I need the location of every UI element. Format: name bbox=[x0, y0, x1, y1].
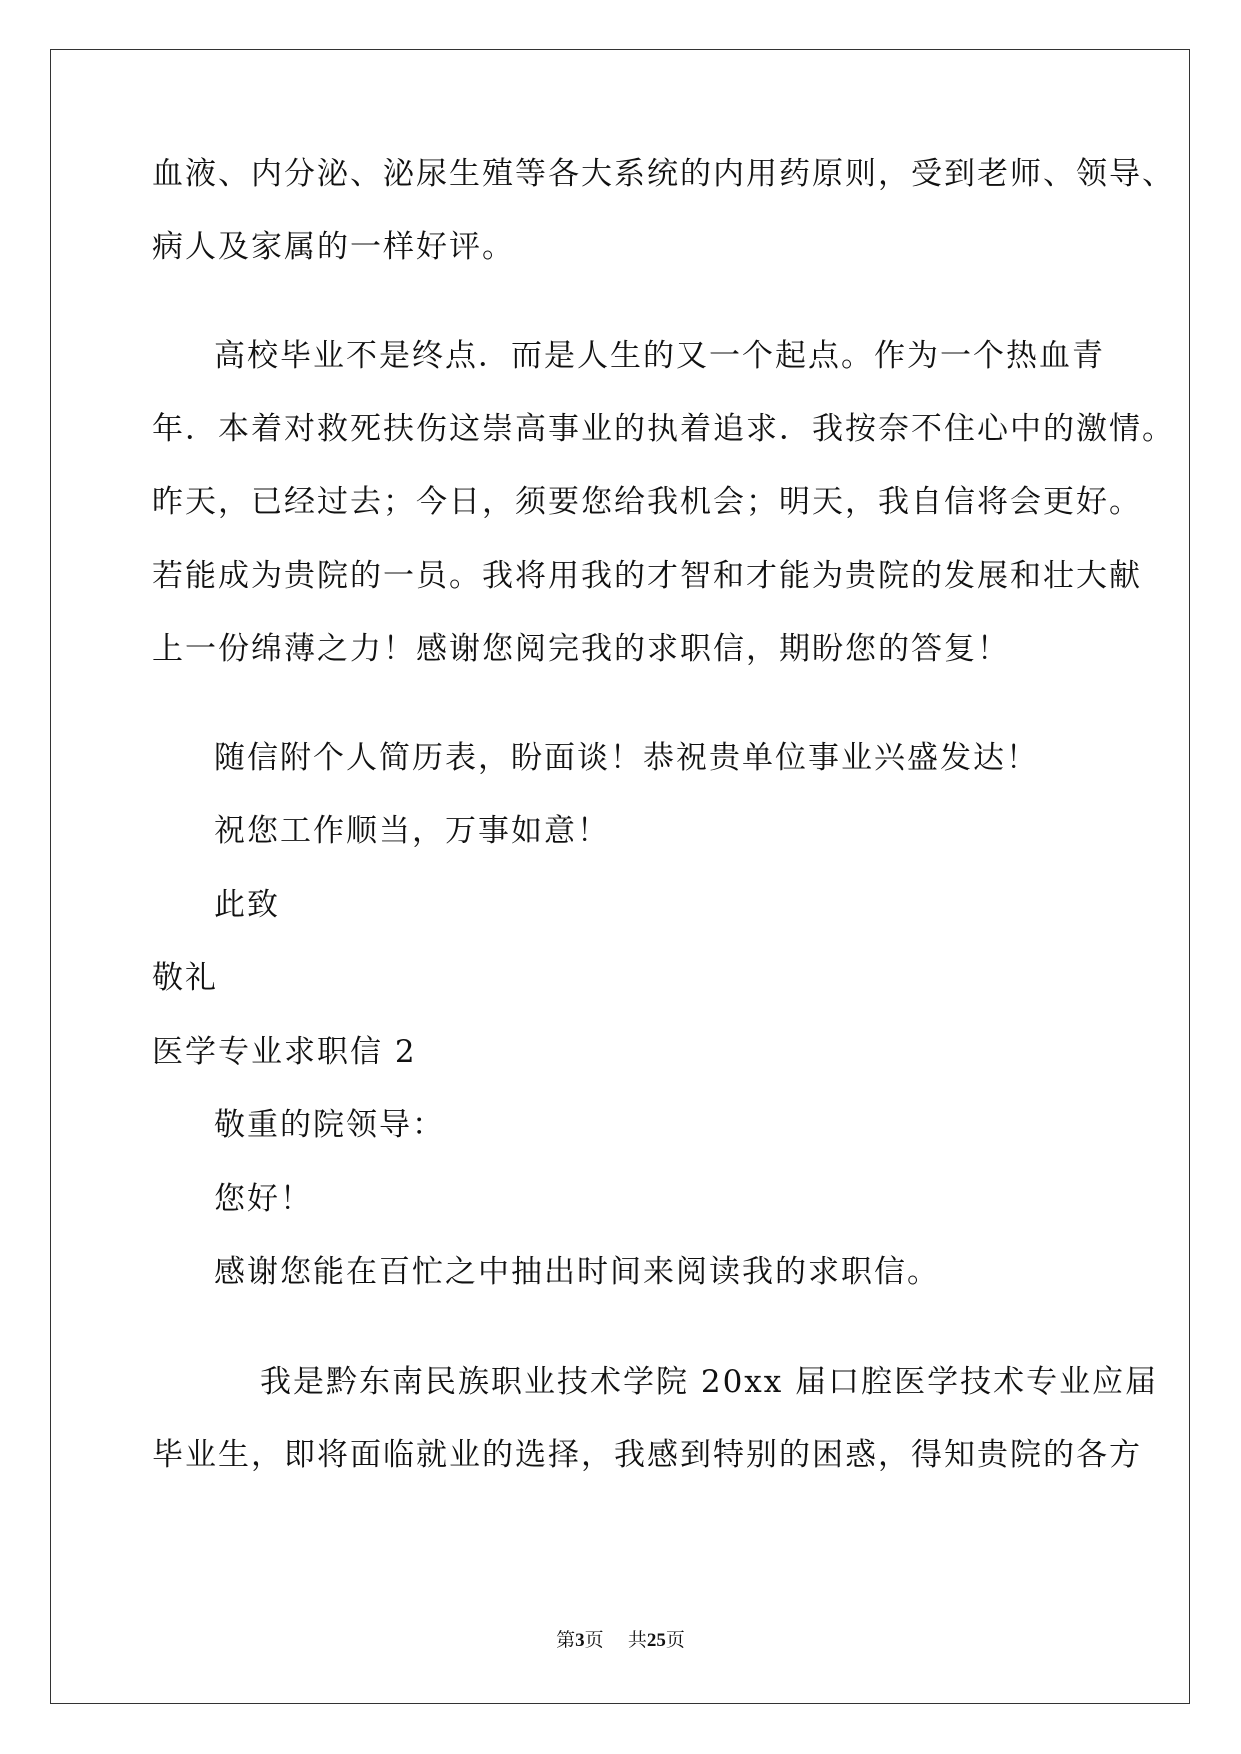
total-pages: 25 bbox=[646, 1630, 666, 1651]
text-line: 我是黔东南民族职业技术学院 20xx 届口腔医学技术专业应届 bbox=[260, 1364, 1159, 1400]
salutation: 敬礼 bbox=[152, 960, 218, 996]
footer-total-suffix: 页 bbox=[665, 1629, 685, 1651]
section-heading: 医学专业求职信 2 bbox=[152, 1034, 417, 1070]
text-line: 若能成为贵院的一员。我将用我的才智和才能为贵院的发展和壮大献 bbox=[152, 558, 1142, 594]
text-line: 病人及家属的一样好评。 bbox=[152, 229, 515, 265]
text-line: 随信附个人简历表，盼面谈！恭祝贵单位事业兴盛发达！ bbox=[214, 740, 1039, 776]
closing-phrase: 此致 bbox=[214, 887, 280, 923]
page-footer bbox=[0, 1628, 1241, 1653]
greeting: 敬重的院领导： bbox=[214, 1107, 445, 1143]
text-line: 血液、内分泌、泌尿生殖等各大系统的内用药原则，受到老师、领导、 bbox=[152, 156, 1175, 192]
text-line: 昨天，已经过去；今日，须要您给我机会；明天，我自信将会更好。 bbox=[152, 484, 1142, 520]
greeting: 您好！ bbox=[214, 1181, 313, 1217]
footer-page-suffix: 页 bbox=[584, 1629, 604, 1651]
text-line: 毕业生，即将面临就业的选择，我感到特别的困惑，得知贵院的各方 bbox=[152, 1437, 1142, 1473]
footer-total-prefix: 共 bbox=[627, 1629, 647, 1651]
text-line: 上一份绵薄之力！感谢您阅完我的求职信，期盼您的答复！ bbox=[152, 631, 1010, 667]
footer-prefix: 第 bbox=[556, 1629, 576, 1651]
page-number: 3 bbox=[575, 1630, 585, 1651]
text-line: 年．本着对救死扶伤这崇高事业的执着追求．我按奈不住心中的激情。 bbox=[152, 411, 1175, 447]
text-line: 祝您工作顺当，万事如意！ bbox=[214, 813, 610, 849]
text-line: 感谢您能在百忙之中抽出时间来阅读我的求职信。 bbox=[214, 1254, 940, 1290]
text-line: 高校毕业不是终点．而是人生的又一个起点。作为一个热血青 bbox=[214, 338, 1105, 374]
